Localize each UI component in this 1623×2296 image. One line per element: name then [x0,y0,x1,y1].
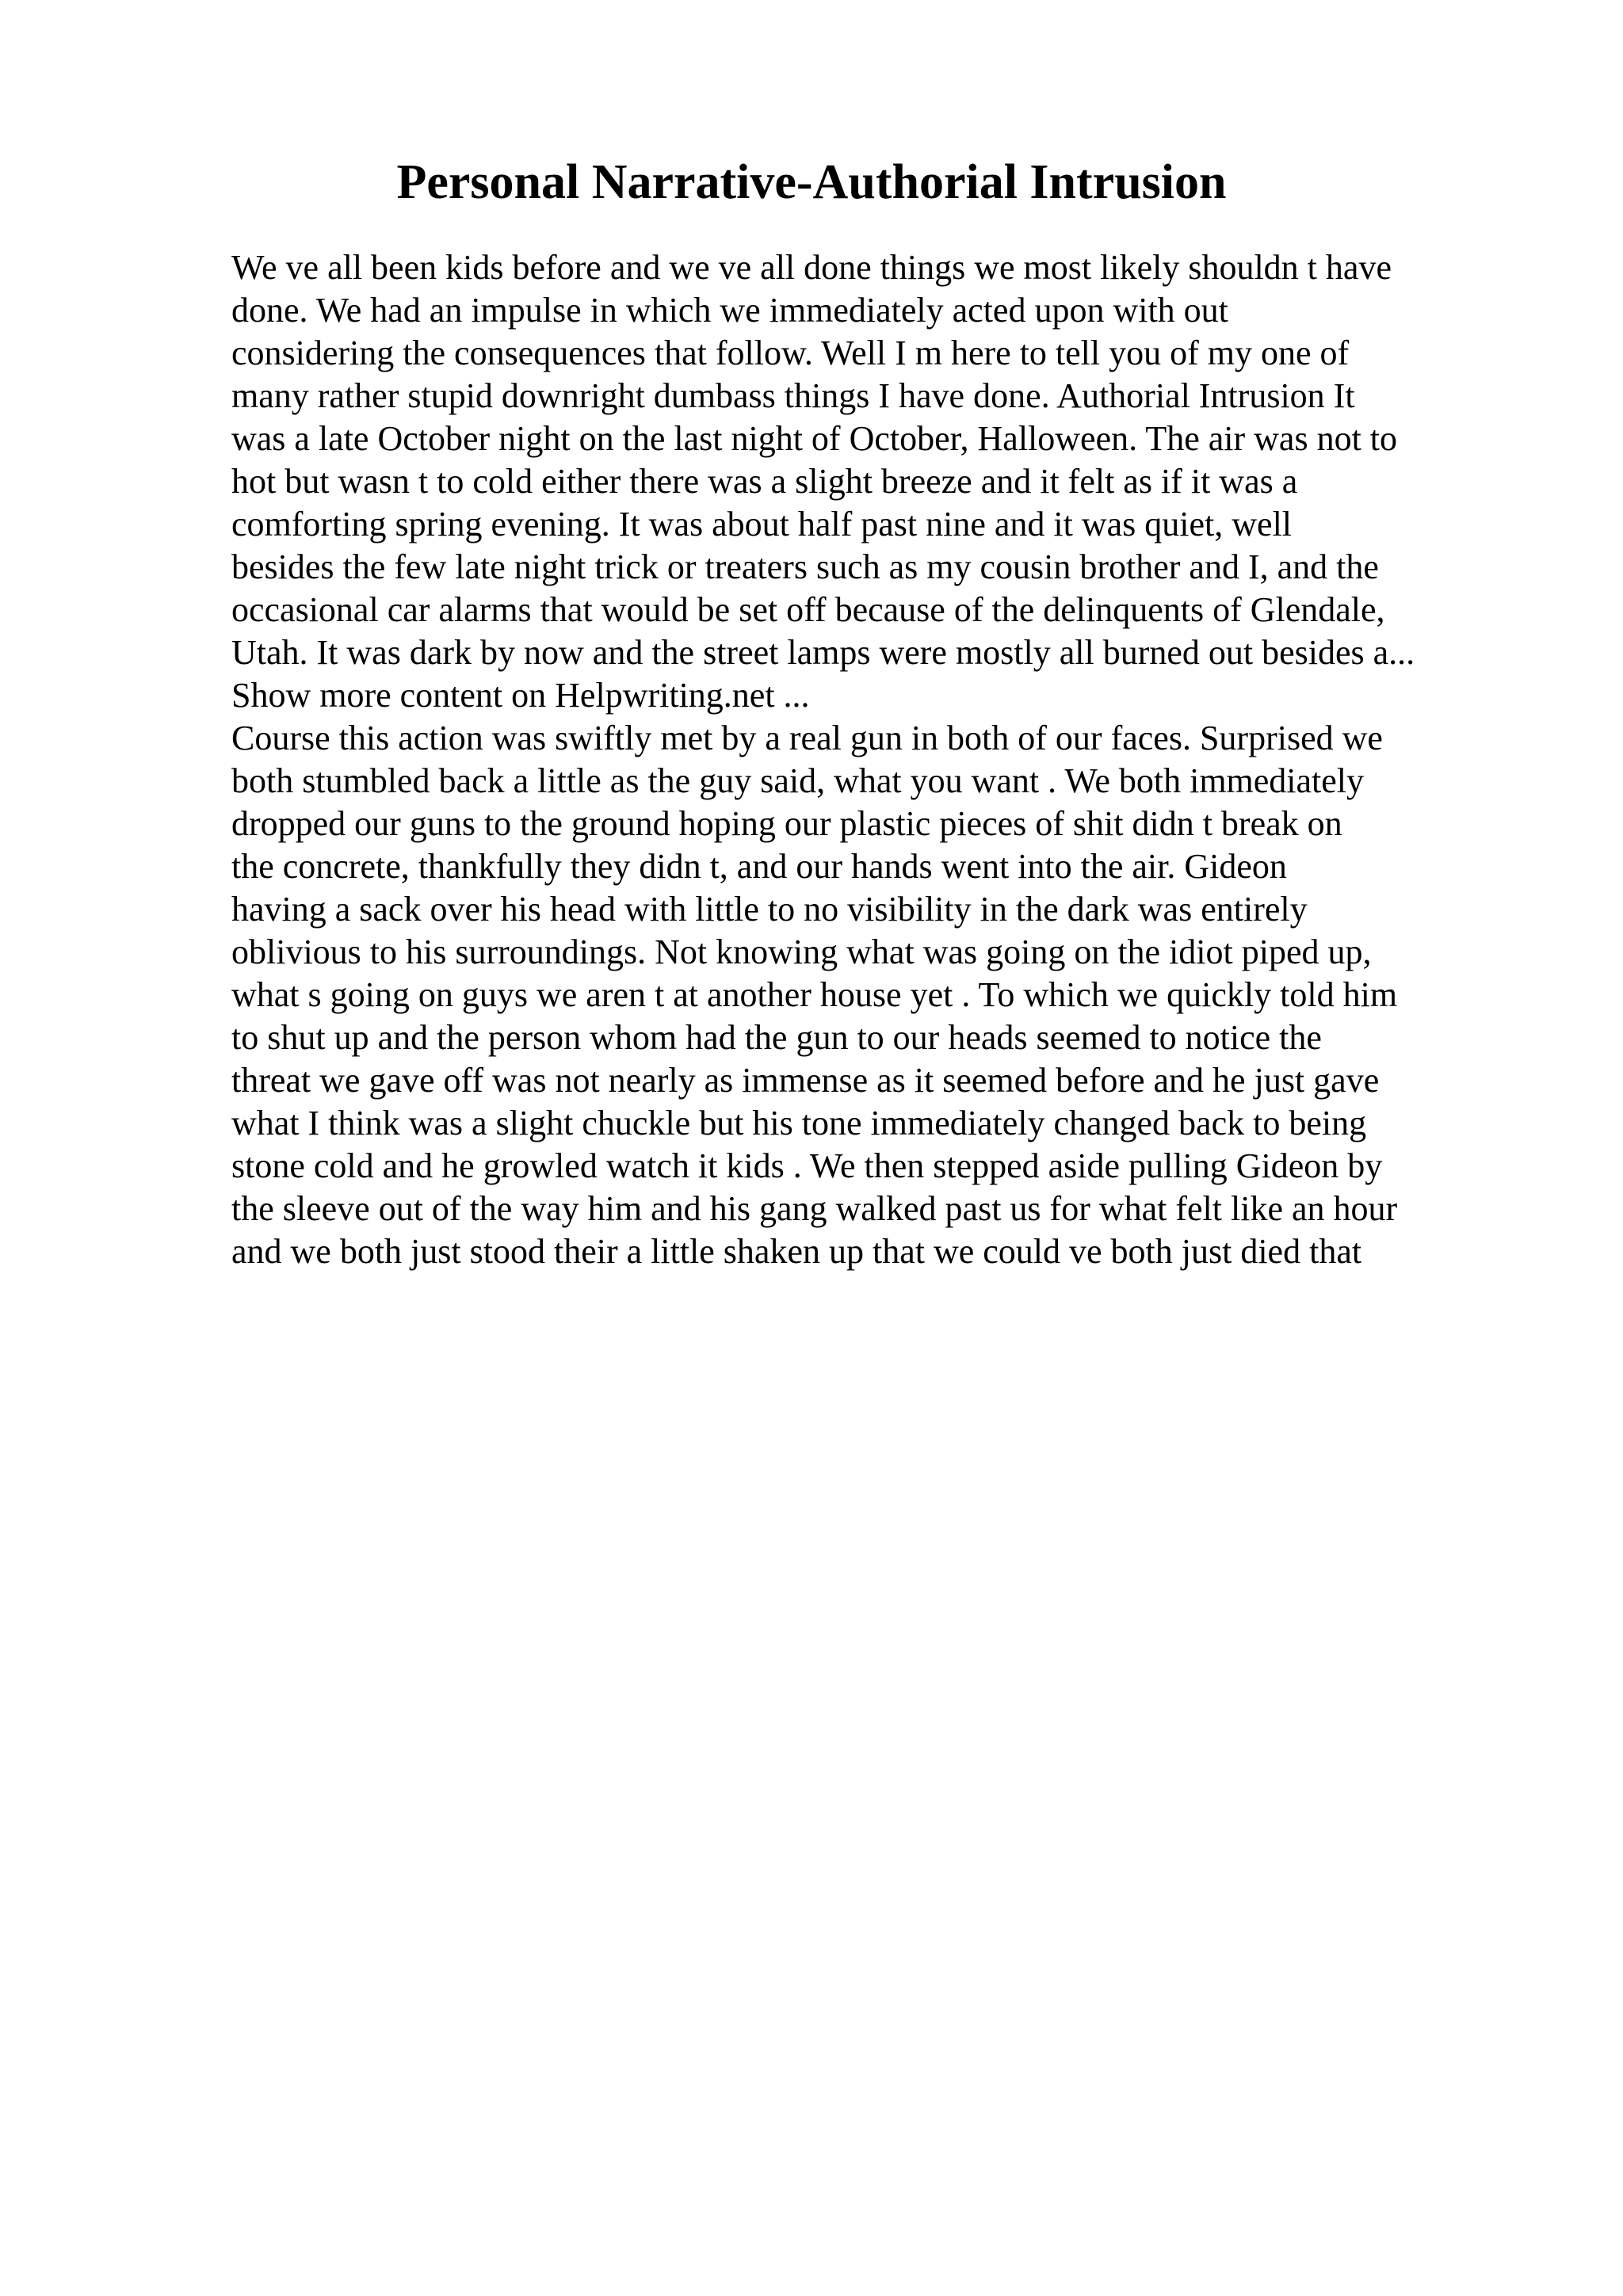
text-line: We ve all been kids before and we ve all done things we most likely shouldn t have [231,248,1392,287]
text-line: what I think was a slight chuckle but his tone immediately changed back to being [231,1104,1367,1142]
document-body [231,246,1499,1273]
text-line: and we both just stood their a little shaken up that we could ve both just died that [231,1232,1362,1271]
text-line: comforting spring evening. It was about half past nine and it was quiet, well [231,505,1293,543]
text-line: dropped our guns to the ground hoping our plastic pieces of shit didn t break on [231,804,1342,843]
text-line: having a sack over his head with little to no visibility in the dark was entirely [231,890,1308,929]
text-line: the concrete, thankfully they didn t, and our hands went into the air. Gideon [231,847,1287,886]
text-line: the sleeve out of the way him and his gang walked past us for what felt like an hour [231,1189,1398,1228]
text-line: many rather stupid downright dumbass things I have done. Authorial Intrusion It [231,376,1355,415]
text-line: stone cold and he growled watch it kids . We then stepped aside pulling Gideon by [231,1146,1383,1185]
document-title: Personal Narrative-Authorial Intrusion [396,155,1227,209]
text-line: to shut up and the person whom had the gun to our heads seemed to notice the [231,1018,1322,1057]
text-line: was a late October night on the last night of October, Halloween. The air was not to [231,419,1398,458]
text-line: considering the consequences that follow. Well I m here to tell you of my one of [231,334,1350,372]
show-more-link[interactable]: Show more content on Helpwriting.net ... [231,676,810,715]
text-line: threat we gave off was not nearly as immense as it seemed before and he just gave [231,1061,1380,1100]
text-line: Utah. It was dark by now and the street lamps were mostly all burned out besides a... [231,633,1415,672]
text-line: what s going on guys we aren t at another house yet . To which we quickly told him [231,975,1398,1014]
text-line: Course this action was swiftly met by a real gun in both of our faces. Surprised we [231,719,1383,757]
text-line: oblivious to his surroundings. Not knowing what was going on the idiot piped up, [231,933,1372,971]
text-line: hot but wasn t to cold either there was a slight breeze and it felt as if it was a [231,462,1298,501]
text-line: besides the few late night trick or treaters such as my cousin brother and I, and the [231,547,1379,586]
text-line: done. We had an impulse in which we immediately acted upon with out [231,291,1228,330]
text-line: occasional car alarms that would be set off because of the delinquents of Glendale, [231,590,1385,629]
text-line: both stumbled back a little as the guy said, what you want . We both immediately [231,761,1365,800]
